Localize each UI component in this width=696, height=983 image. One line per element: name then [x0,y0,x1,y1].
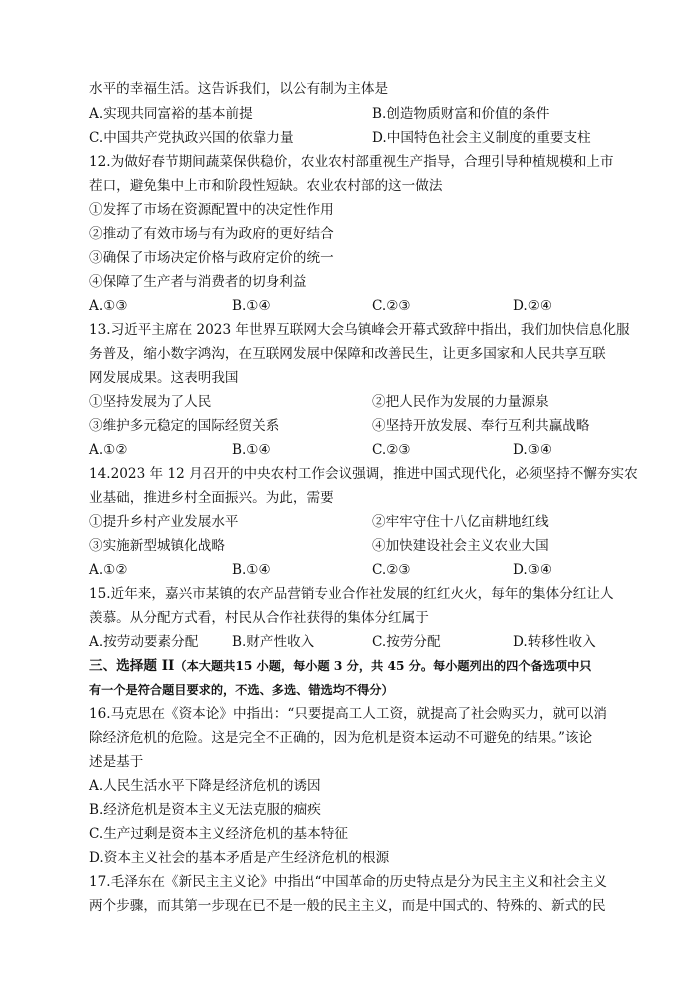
q13-stem-line1: 13.习近平主席在 2023 年世界互联网大会乌镇峰会开幕式致辞中指出，我们加快信息化服 [89,322,630,338]
section-heading: 三、选择题 II [89,658,175,674]
q16-option-a: A.人民生活水平下降是经济危机的诱因 [89,778,321,794]
q16-stem-line1: 16.马克思在《资本论》中指出：“只要提高工人工资，就提高了社会购买力，就可以消 [89,706,607,722]
q14-statement-4: ④加快建设社会主义农业大国 [372,538,549,554]
q12-statement-1: ①发挥了市场在资源配置中的决定性作用 [89,202,334,218]
q13-statement-1: ①坚持发展为了人民 [89,394,212,410]
q11-stem-tail: 水平的幸福生活。这告诉我们，以公有制为主体是 [89,81,389,97]
q16-option-c: C.生产过剩是资本主义经济危机的基本特征 [89,826,348,842]
q13-option-b: B.①④ [232,442,271,458]
q16-option-d: D.资本主义社会的基本矛盾是产生经济危机的根源 [89,850,390,866]
q14-statement-3: ③实施新型城镇化战略 [89,538,225,554]
q17-stem-line1: 17.毛泽东在《新民主主义论》中指出“中国革命的历史特点是分为民主主义和社会主义 [89,874,607,890]
q13-option-c: C.②③ [372,442,411,458]
q12-option-a: A.①③ [89,298,128,314]
q14-stem-line1: 14.2023 年 12 月召开的中央农村工作会议强调，推进中国式现代化，必须坚持不懈夯实农 [89,466,638,482]
q13-statement-4: ④坚持开放发展、奉行互利共赢战略 [372,418,590,434]
q13-statement-3: ③维护多元稳定的国际经贸关系 [89,418,280,434]
q14-option-c: C.②③ [372,562,411,578]
q15-option-c: C.按劳分配 [372,634,441,650]
q17-stem-line2: 两个步骤，而其第一步现在已不是一般的民主主义，而是中国式的、特殊的、新式的民 [89,898,606,914]
q12-option-b: B.①④ [232,298,271,314]
q12-stem-line1: 12.为做好春节期间蔬菜保供稳价，农业农村部重视生产指导，合理引导种植规模和上市 [89,154,614,170]
q13-option-d: D.③④ [513,442,553,458]
q14-statement-2: ②牢牢守住十八亿亩耕地红线 [372,514,549,530]
q13-option-a: A.①② [89,442,128,458]
q14-stem-line2: 业基础，推进乡村全面振兴。为此，需要 [89,490,334,506]
q11-option-d: D.中国特色社会主义制度的重要支柱 [372,130,591,146]
q15-option-a: A.按劳动要素分配 [89,634,199,650]
q16-stem-line3: 述是基于 [89,754,144,770]
section-instructions-line2: 有一个是符合题目要求的，不选、多选、错选均不得分） [89,683,394,697]
q15-option-b: B.财产性收入 [232,634,315,650]
q15-option-d: D.转移性收入 [513,634,596,650]
q16-stem-line2: 除经济危机的危险。这是完全不正确的，因为危机是资本运动不可避免的结果。”该论 [89,730,593,746]
section-instructions: （本大题共15 小题，每小题 3 分，共 45 分。每小题列出的四个备选项中只 [174,659,592,673]
q11-option-a: A.实现共同富裕的基本前提 [89,106,253,122]
q12-option-c: C.②③ [372,298,411,314]
q14-option-a: A.①② [89,562,128,578]
q14-option-b: B.①④ [232,562,271,578]
q13-statement-2: ②把人民作为发展的力量源泉 [372,394,549,410]
q13-stem-line2: 务普及，缩小数字鸿沟，在互联网发展中保障和改善民生，让更多国家和人民共享互联 [89,346,606,362]
q16-option-b: B.经济危机是资本主义无法克服的痼疾 [89,802,321,818]
section-heading-line1 [89,656,591,676]
q15-stem-line2: 羡慕。从分配方式看，村民从合作社获得的集体分红属于 [89,610,429,626]
q12-statement-2: ②推动了有效市场与有为政府的更好结合 [89,226,334,242]
q12-statement-3: ③确保了市场决定价格与政府定价的统一 [89,250,334,266]
q13-stem-line3: 网发展成果。这表明我国 [89,370,239,386]
q15-stem-line1: 15.近年来，嘉兴市某镇的农产品营销专业合作社发展的红红火火，每年的集体分红让人 [89,586,614,602]
q11-option-b: B.创造物质财富和价值的条件 [372,106,550,122]
q12-statement-4: ④保障了生产者与消费者的切身利益 [89,274,307,290]
q12-stem-line2: 茬口，避免集中上市和阶段性短缺。农业农村部的这一做法 [89,178,443,194]
q12-option-d: D.②④ [513,298,553,314]
q14-statement-1: ①提升乡村产业发展水平 [89,514,239,530]
q11-option-c: C.中国共产党执政兴国的依靠力量 [89,130,294,146]
q14-option-d: D.③④ [513,562,553,578]
